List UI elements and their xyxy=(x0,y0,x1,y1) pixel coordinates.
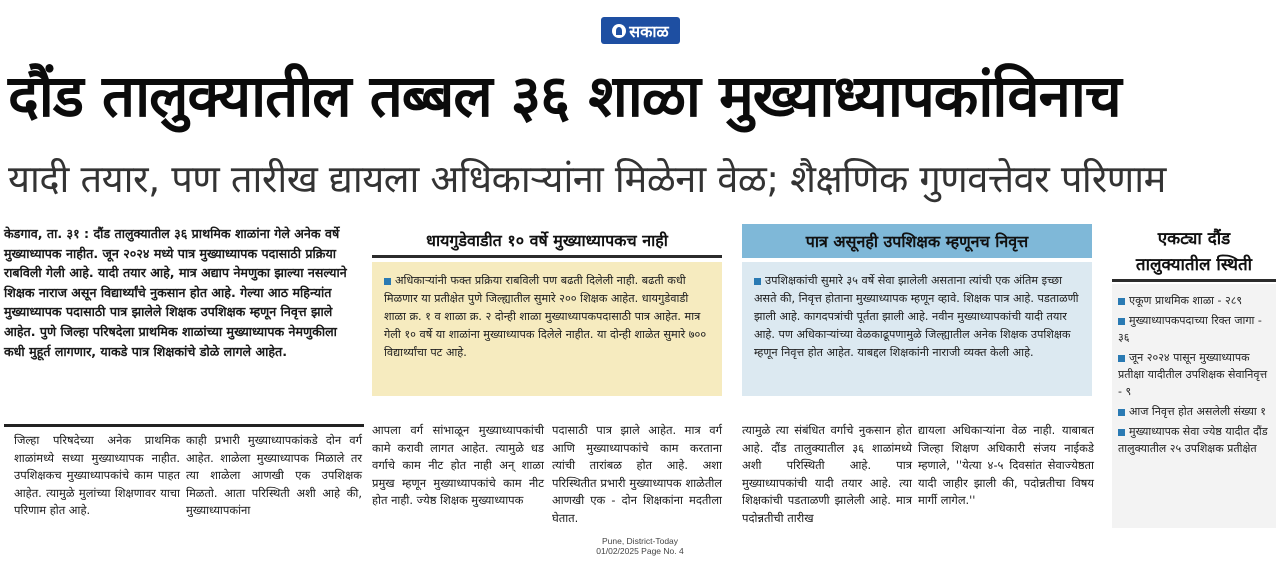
stat-item: मुख्याध्यापक सेवा ज्येष्ठ यादीत दौंड तालुक्यातील २५ उपशिक्षक प्रतीक्षेत xyxy=(1118,425,1268,455)
stat-item: एकूण प्राथमिक शाळा - २८९ xyxy=(1118,292,1270,309)
box1-text: अधिकाऱ्यांनी फक्त प्रक्रिया राबविली पण बढती दिलेली नाही. बढती कधी मिळणार या प्रतीक्षेत पुणे जिल्ह्यातील सुमारे २०० शिक्षक आहेत. धायगुडेवाडी शाळा क्र. १ व शाळा क्र. २ दोन्ही शाळा मुख्याध्यापकपदासाठी पात्र आहेत. मात्र गेली १० वर्षे या शाळांना मुख्याध्यापक दिलेले नाहीत. या दोन्ही शाळेत सुमारे ७०० विद्यार्थ्यांचा पट आहे. xyxy=(384,274,707,359)
page-footer xyxy=(560,536,720,556)
stat-item: मुख्याध्यापकपदाच्या रिक्त जागा - ३६ xyxy=(1118,314,1262,344)
box2-text: उपशिक्षकांची सुमारे ३५ वर्षे सेवा झालेली असताना त्यांची एक अंतिम इच्छा असते की, निवृत्त होताना मुख्याध्यापक म्हणून व्हावे. शिक्षक पात्र आहे. पडताळणी झाली आहे. कागदपत्रांची पूर्तता झाली आहे. नवीन मुख्याध्यापकांची यादी तयार आहे. पण अधिकाऱ्यांच्या वेळकाढूपणामुळे जिल्ह्यातील अनेक शिक्षक उपशिक्षक म्हणून निवृत्त होत आहेत. याबद्दल शिक्षकांनी नाराजी व्यक्त केली आहे. xyxy=(754,274,1079,359)
body-column-1: जिल्हा परिषदेच्या अनेक प्राथमिक शाळांमध्ये सध्या मुख्याध्यापक नाहीत. उपशिक्षकच मुख्याध्यापकांचे काम पाहत आहेत. त्यामुळे मुलांच्या शिक्षणावर याचा परिणाम होत आहे. xyxy=(14,433,180,518)
logo-text: सकाळ xyxy=(629,21,669,41)
body-column-4: पदासाठी पात्र झाले आहेत. मात्र वर्ग आणि मुख्याध्यापकांचे काम करताना त्यांची तारांबळ होत आहे. अशा परिस्थितीत प्रभारी मुख्याध्यापक शाळेतील आणखी एक - दोन शिक्षकांना मदतीला घेतात. xyxy=(552,423,722,525)
box2-title: पात्र असूनही उपशिक्षक म्हणूनच निवृत्त xyxy=(742,224,1092,258)
bullet-icon xyxy=(1118,409,1125,416)
lead-paragraph: केडगाव, ता. ३१ : दौंड तालुक्यातील ३६ प्राथमिक शाळांना गेले अनेक वर्षे मुख्याध्यापक नाहीत. जून २०२४ मध्ये पात्र मुख्याध्यापक पदासाठी प्रक्रिया राबविली गेली आहे. यादी तयार आहे, मात्र अद्याप नेमणुका झाल्या नसल्याने शिक्षक नाराज असून विद्यार्थ्यांचे नुकसान होत आहे. गेल्या आठ महिन्यांत मुख्याध्यापक पदासाठी पात्र झालेले शिक्षक उपशिक्षक म्हणून निवृत्त झाले आहेत. पुणे जिल्हा परिषदेला प्राथमिक शाळांच्या मुख्याध्यापक नेमणुकीला कधी मुहूर्त लागणार, याकडे पात्र शिक्षकांचे डोळे लागले आहेत. xyxy=(4,226,347,359)
stat-item: जून २०२४ पासून मुख्याध्यापक प्रतीक्षा यादीतील उपशिक्षक सेवानिवृत्त - ९ xyxy=(1118,351,1268,398)
box3-body xyxy=(1112,284,1276,528)
body-column-6: द्यायला अधिकाऱ्यांना वेळ नाही. याबाबत जिल्हा शिक्षण अधिकारी संजय नाईकडे म्हणाले, ''येत्या ४-५ दिवसांत सेवाज्येष्ठता यादी जाहीर झाली की, पदोन्नतीचा विषय मार्गी लागेल.'' xyxy=(918,423,1094,508)
bullet-icon xyxy=(1118,298,1125,305)
bullet-icon xyxy=(1118,318,1125,325)
bullet-icon xyxy=(384,278,391,285)
logo-icon xyxy=(612,24,626,38)
bullet-icon xyxy=(1118,355,1125,362)
box3-title xyxy=(1112,224,1276,282)
footer-date-page: 01/02/2025 Page No. 4 xyxy=(596,546,684,556)
box3-title-line2: तालुक्यातील स्थिती xyxy=(1135,254,1253,275)
box1-body xyxy=(372,262,722,396)
bullet-icon xyxy=(754,278,761,285)
bullet-icon xyxy=(1118,429,1125,436)
headline: दौंड तालुक्यातील तब्बल ३६ शाळा मुख्याध्यापकांविनाच xyxy=(8,62,1121,130)
newspaper-logo xyxy=(601,17,680,44)
body-column-5: त्यामुळे त्या संबंधित वर्गाचे नुकसान होत आहे. दौंड तालुक्यातील ३६ शाळांमध्ये अशी परिस्थिती आहे. पात्र मुख्याध्यापकांची यादी तयार आहे. त्या शिक्षकांची पडताळणी झालेली आहे. मात्र पदोन्नतीची तारीख xyxy=(742,423,912,525)
box1-title: धायगुडेवाडीत १० वर्षे मुख्याध्यापकच नाही xyxy=(372,224,722,258)
body-column-3: आपला वर्ग सांभाळून मुख्याध्यापकांची कामे करावी लागत आहेत. त्यामुळे धड वर्गाचे काम नीट होत नाही अन् शाळा प्रमुख म्हणून मुख्याध्यापकांचे काम नीट होत नाही. ज्येष्ठ शिक्षक मुख्याध्यापक xyxy=(372,423,544,508)
stat-item: आज निवृत्त होत असलेली संख्या १ xyxy=(1118,403,1270,420)
lead-divider xyxy=(4,424,364,427)
body-column-2: काही प्रभारी मुख्याध्यापकांकडे दोन वर्ग आहेत. शाळेला मुख्याध्यापक मिळाले तर त्या शाळेला आणखी एक उपशिक्षक मिळतो. आता परिस्थिती अशी आहे की, मुख्याध्यापकांना xyxy=(186,433,362,518)
subheadline: यादी तयार, पण तारीख द्यायला अधिकाऱ्यांना मिळेना वेळ; शैक्षणिक गुणवत्तेवर परिणाम xyxy=(8,157,1166,201)
box3-title-line1: एकट्या दौंड xyxy=(1157,228,1231,249)
footer-edition: Pune, District-Today xyxy=(601,536,679,546)
box2-body xyxy=(742,262,1092,396)
